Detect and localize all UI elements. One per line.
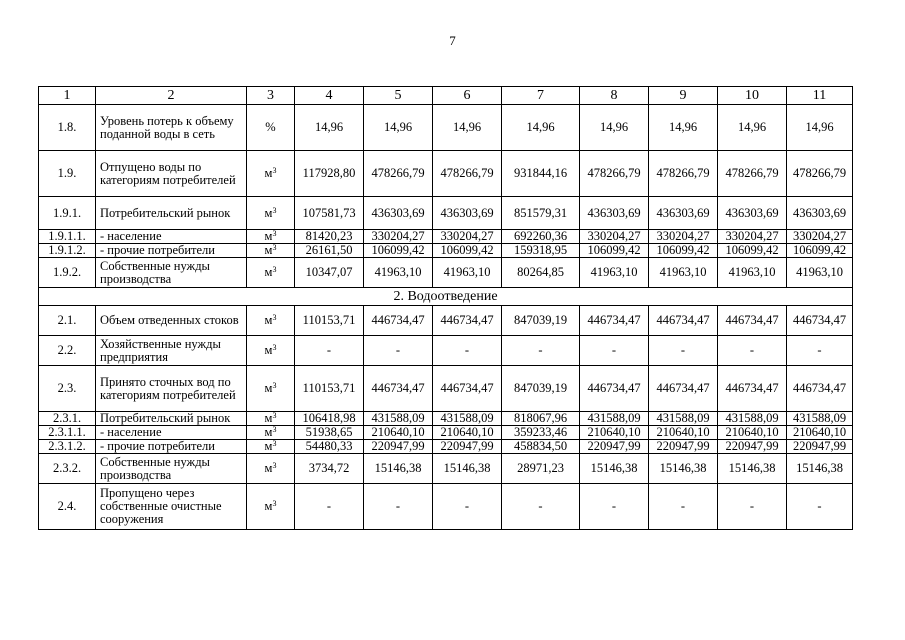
cell-value: 14,96 xyxy=(718,105,787,151)
row-name: - прочие потребители xyxy=(96,440,247,454)
row-code: 2.1. xyxy=(39,306,96,336)
column-header: 6 xyxy=(433,87,502,105)
row-code: 2.3.1.1. xyxy=(39,426,96,440)
cell-value: 15146,38 xyxy=(580,454,649,484)
cell-value: 692260,36 xyxy=(502,230,580,244)
cell-value: 478266,79 xyxy=(580,151,649,197)
cell-value: 220947,99 xyxy=(787,440,853,454)
cell-value: 106099,42 xyxy=(433,244,502,258)
row-code: 2.3.2. xyxy=(39,454,96,484)
cell-value: 478266,79 xyxy=(649,151,718,197)
row-code: 1.9.2. xyxy=(39,258,96,288)
cell-value: 220947,99 xyxy=(433,440,502,454)
cell-value: 10347,07 xyxy=(295,258,364,288)
cell-value: 330204,27 xyxy=(364,230,433,244)
row-unit: $м^3$ xyxy=(247,306,295,336)
cell-value: - xyxy=(718,484,787,530)
table-row xyxy=(39,484,853,530)
cell-value: 330204,27 xyxy=(649,230,718,244)
cell-value: 436303,69 xyxy=(649,197,718,230)
cell-value: 14,96 xyxy=(580,105,649,151)
cell-value: 446734,47 xyxy=(433,306,502,336)
cell-value: 210640,10 xyxy=(364,426,433,440)
row-unit: $м^3$ xyxy=(247,197,295,230)
section-title: 2. Водоотведение xyxy=(39,288,853,306)
cell-value: 446734,47 xyxy=(787,306,853,336)
cell-value: 431588,09 xyxy=(718,412,787,426)
cell-value: 41963,10 xyxy=(580,258,649,288)
cell-value: 446734,47 xyxy=(433,366,502,412)
cell-value: 81420,23 xyxy=(295,230,364,244)
cell-value: 478266,79 xyxy=(433,151,502,197)
cell-value: - xyxy=(502,484,580,530)
row-unit: $м^3$ xyxy=(247,412,295,426)
row-unit: $м^3$ xyxy=(247,440,295,454)
row-unit: $м^3$ xyxy=(247,454,295,484)
cell-value: - xyxy=(433,336,502,366)
page-number: 7 xyxy=(449,33,456,48)
table-row xyxy=(39,197,853,230)
cell-value: 330204,27 xyxy=(718,230,787,244)
cell-value: 51938,65 xyxy=(295,426,364,440)
row-name: - население xyxy=(96,230,247,244)
cell-value: 3734,72 xyxy=(295,454,364,484)
column-header: 3 xyxy=(247,87,295,105)
cell-value: 931844,16 xyxy=(502,151,580,197)
cell-value: 359233,46 xyxy=(502,426,580,440)
cell-value: - xyxy=(787,336,853,366)
cell-value: 436303,69 xyxy=(718,197,787,230)
cell-value: 330204,27 xyxy=(433,230,502,244)
column-header: 2 xyxy=(96,87,247,105)
cell-value: 41963,10 xyxy=(649,258,718,288)
cell-value: 220947,99 xyxy=(580,440,649,454)
cell-value: - xyxy=(580,336,649,366)
column-header: 9 xyxy=(649,87,718,105)
cell-value: 80264,85 xyxy=(502,258,580,288)
cell-value: - xyxy=(295,336,364,366)
table-row xyxy=(39,258,853,288)
row-name: Отпущено воды по категориям потребителей xyxy=(96,151,247,197)
cell-value: 106099,42 xyxy=(649,244,718,258)
cell-value: 478266,79 xyxy=(718,151,787,197)
cell-value: 847039,19 xyxy=(502,306,580,336)
row-code: 1.9. xyxy=(39,151,96,197)
row-name: Принято сточных вод по категориям потребителей xyxy=(96,366,247,412)
cell-value: 436303,69 xyxy=(787,197,853,230)
cell-value: 818067,96 xyxy=(502,412,580,426)
cell-value: 851579,31 xyxy=(502,197,580,230)
row-code: 2.3.1.2. xyxy=(39,440,96,454)
cell-value: 330204,27 xyxy=(787,230,853,244)
cell-value: 446734,47 xyxy=(364,306,433,336)
table-row xyxy=(39,105,853,151)
cell-value: 446734,47 xyxy=(787,366,853,412)
cell-value: 110153,71 xyxy=(295,306,364,336)
column-header: 11 xyxy=(787,87,853,105)
row-unit: $м^3$ xyxy=(247,366,295,412)
cell-value: 436303,69 xyxy=(364,197,433,230)
cell-value: - xyxy=(295,484,364,530)
cell-value: 28971,23 xyxy=(502,454,580,484)
column-header: 7 xyxy=(502,87,580,105)
row-name: Пропущено через собственные очистные сооружения xyxy=(96,484,247,530)
row-name: Объем отведенных стоков xyxy=(96,306,247,336)
row-name: - население xyxy=(96,426,247,440)
row-code: 2.3. xyxy=(39,366,96,412)
row-code: 2.3.1. xyxy=(39,412,96,426)
row-code: 2.2. xyxy=(39,336,96,366)
cell-value: 106099,42 xyxy=(718,244,787,258)
row-code: 1.9.1. xyxy=(39,197,96,230)
cell-value: 220947,99 xyxy=(649,440,718,454)
header-row xyxy=(39,87,853,105)
row-unit: $м^3$ xyxy=(247,230,295,244)
cell-value: 210640,10 xyxy=(787,426,853,440)
row-unit: $м^3$ xyxy=(247,426,295,440)
cell-value: 15146,38 xyxy=(787,454,853,484)
cell-value: 107581,73 xyxy=(295,197,364,230)
section-row xyxy=(39,288,853,306)
cell-value: 15146,38 xyxy=(718,454,787,484)
cell-value: 446734,47 xyxy=(580,366,649,412)
row-name: - прочие потребители xyxy=(96,244,247,258)
cell-value: 431588,09 xyxy=(364,412,433,426)
table-body xyxy=(39,87,853,530)
cell-value: 210640,10 xyxy=(718,426,787,440)
cell-value: - xyxy=(364,336,433,366)
row-name: Потребительский рынок xyxy=(96,412,247,426)
table-row xyxy=(39,244,853,258)
cell-value: 330204,27 xyxy=(580,230,649,244)
cell-value: 15146,38 xyxy=(649,454,718,484)
table-row xyxy=(39,454,853,484)
row-unit: $м^3$ xyxy=(247,258,295,288)
cell-value: 478266,79 xyxy=(364,151,433,197)
column-header: 4 xyxy=(295,87,364,105)
cell-value: 847039,19 xyxy=(502,366,580,412)
cell-value: 14,96 xyxy=(295,105,364,151)
cell-value: 14,96 xyxy=(649,105,718,151)
cell-value: 41963,10 xyxy=(433,258,502,288)
row-name: Хозяйственные нужды предприятия xyxy=(96,336,247,366)
column-header: 1 xyxy=(39,87,96,105)
cell-value: 446734,47 xyxy=(718,306,787,336)
cell-value: 431588,09 xyxy=(649,412,718,426)
cell-value: 446734,47 xyxy=(580,306,649,336)
cell-value: - xyxy=(718,336,787,366)
cell-value: 41963,10 xyxy=(787,258,853,288)
table-row xyxy=(39,366,853,412)
cell-value: 54480,33 xyxy=(295,440,364,454)
row-unit: $м^3$ xyxy=(247,484,295,530)
cell-value: 15146,38 xyxy=(433,454,502,484)
cell-value: 117928,80 xyxy=(295,151,364,197)
row-unit: $м^3$ xyxy=(247,336,295,366)
cell-value: 106418,98 xyxy=(295,412,364,426)
cell-value: 431588,09 xyxy=(580,412,649,426)
cell-value: 431588,09 xyxy=(433,412,502,426)
cell-value: 210640,10 xyxy=(433,426,502,440)
cell-value: 220947,99 xyxy=(718,440,787,454)
table-row xyxy=(39,440,853,454)
table-row xyxy=(39,306,853,336)
cell-value: 431588,09 xyxy=(787,412,853,426)
cell-value: 436303,69 xyxy=(580,197,649,230)
cell-value: 14,96 xyxy=(433,105,502,151)
cell-value: 446734,47 xyxy=(649,306,718,336)
cell-value: - xyxy=(580,484,649,530)
row-unit: $м^3$ xyxy=(247,244,295,258)
table-row xyxy=(39,426,853,440)
cell-value: 478266,79 xyxy=(787,151,853,197)
column-header: 8 xyxy=(580,87,649,105)
column-header: 5 xyxy=(364,87,433,105)
cell-value: 446734,47 xyxy=(718,366,787,412)
cell-value: 14,96 xyxy=(787,105,853,151)
cell-value: - xyxy=(649,336,718,366)
cell-value: 446734,47 xyxy=(649,366,718,412)
cell-value: - xyxy=(502,336,580,366)
row-name: Уровень потерь к объему поданной воды в сеть xyxy=(96,105,247,151)
row-name: Потребительский рынок xyxy=(96,197,247,230)
row-code: 1.8. xyxy=(39,105,96,151)
cell-value: 26161,50 xyxy=(295,244,364,258)
cell-value: - xyxy=(433,484,502,530)
cell-value: 106099,42 xyxy=(580,244,649,258)
row-unit: $м^3$ xyxy=(247,151,295,197)
row-name: Собственные нужды производства xyxy=(96,454,247,484)
cell-value: 220947,99 xyxy=(364,440,433,454)
cell-value: - xyxy=(364,484,433,530)
cell-value: 15146,38 xyxy=(364,454,433,484)
cell-value: 106099,42 xyxy=(787,244,853,258)
column-header: 10 xyxy=(718,87,787,105)
cell-value: 110153,71 xyxy=(295,366,364,412)
table-row xyxy=(39,336,853,366)
row-unit: % xyxy=(247,105,295,151)
cell-value: 436303,69 xyxy=(433,197,502,230)
cell-value: 159318,95 xyxy=(502,244,580,258)
cell-value: - xyxy=(787,484,853,530)
table-row xyxy=(39,412,853,426)
row-code: 1.9.1.1. xyxy=(39,230,96,244)
row-code: 1.9.1.2. xyxy=(39,244,96,258)
cell-value: 106099,42 xyxy=(364,244,433,258)
cell-value: 458834,50 xyxy=(502,440,580,454)
cell-value: 446734,47 xyxy=(364,366,433,412)
cell-value: 14,96 xyxy=(364,105,433,151)
cell-value: 14,96 xyxy=(502,105,580,151)
cell-value: 41963,10 xyxy=(364,258,433,288)
cell-value: - xyxy=(649,484,718,530)
data-table xyxy=(38,86,853,530)
row-name: Собственные нужды производства xyxy=(96,258,247,288)
cell-value: 41963,10 xyxy=(718,258,787,288)
row-code: 2.4. xyxy=(39,484,96,530)
cell-value: 210640,10 xyxy=(580,426,649,440)
table-row xyxy=(39,230,853,244)
cell-value: 210640,10 xyxy=(649,426,718,440)
table-row xyxy=(39,151,853,197)
